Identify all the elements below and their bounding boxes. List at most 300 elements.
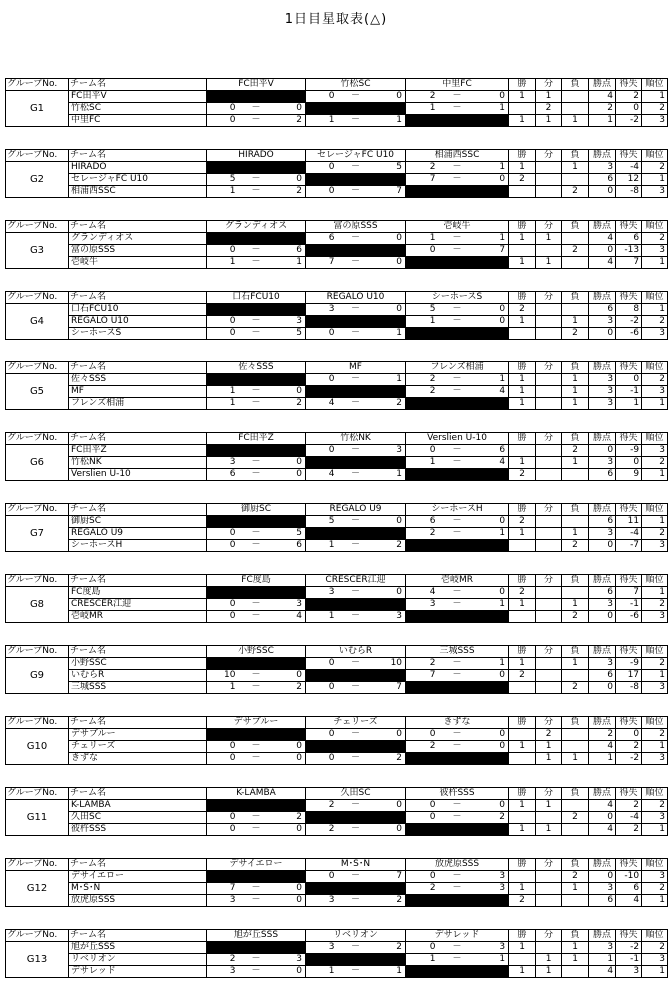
score-against: 0 [375,233,406,245]
stat-points: 0 [589,328,616,340]
score-for: 6 [406,516,438,528]
header-points: 勝点 [589,433,616,445]
score-against: 6 [477,445,509,457]
stat-draw [536,162,562,174]
group-id: G13 [6,942,69,978]
score-separator: － [337,729,375,741]
header-draw: 分 [536,717,562,729]
header-draw: 分 [536,221,562,233]
stat-rank: 3 [642,682,668,694]
score-for: 3 [207,457,238,469]
stat-rank: 1 [642,304,668,316]
score-for: 0 [207,824,238,836]
score-for: 0 [406,942,438,954]
score-separator: － [238,812,275,824]
score-separator: － [337,257,375,269]
stat-diff: -8 [616,186,642,198]
header-rank: 順位 [642,292,668,304]
header-opponent: MF [306,362,406,374]
team-name: FC田平V [69,91,207,103]
score-separator: － [438,729,477,741]
score-separator: － [438,457,477,469]
team-name: FC度島 [69,587,207,599]
header-team: チーム名 [69,433,207,445]
score-against: 2 [275,812,306,824]
header-opponent: FC度島 [207,575,306,587]
team-row [6,328,668,340]
header-rank: 順位 [642,221,668,233]
header-loss: 負 [562,646,589,658]
score-for: 6 [306,233,337,245]
stat-points: 6 [589,174,616,186]
team-name: M･S･N [69,883,207,895]
header-opponent: REGALO U10 [306,292,406,304]
stat-points: 3 [589,316,616,328]
score-for: 0 [207,812,238,824]
score-against: 6 [275,245,306,257]
stat-draw: 1 [536,954,562,966]
score-separator: － [337,516,375,528]
stat-points: 1 [589,115,616,127]
header-opponent: デサレッド [406,930,509,942]
team-row [6,304,668,316]
stat-loss [562,587,589,599]
stat-points: 4 [589,966,616,978]
stat-draw: 1 [536,91,562,103]
header-rank: 順位 [642,575,668,587]
stat-rank: 1 [642,966,668,978]
stat-diff: -2 [616,316,642,328]
score-separator: － [438,91,477,103]
score-separator: － [238,316,275,328]
header-opponent: 旭が丘SSS [207,930,306,942]
team-name: FC田平Z [69,445,207,457]
stat-rank: 1 [642,469,668,481]
score-against: 0 [375,824,406,836]
score-for: 3 [306,942,337,954]
score-for: 0 [207,528,238,540]
stat-diff: 2 [616,91,642,103]
team-name: デサイエロー [69,871,207,883]
stat-draw: 1 [536,257,562,269]
stat-points: 4 [589,824,616,836]
score-separator: － [238,753,275,765]
self-match-cell [406,824,509,836]
stat-loss: 2 [562,328,589,340]
team-row [6,611,668,623]
stat-loss: 1 [562,457,589,469]
stat-points: 3 [589,599,616,611]
score-for: 0 [207,599,238,611]
header-points: 勝点 [589,362,616,374]
stat-diff: -6 [616,328,642,340]
stat-win: 1 [509,398,536,410]
stat-draw [536,516,562,528]
stat-diff: 12 [616,174,642,186]
score-for: 0 [306,186,337,198]
stat-diff: -1 [616,599,642,611]
stat-diff: -10 [616,871,642,883]
score-separator: － [238,611,275,623]
stat-diff: -4 [616,528,642,540]
stat-win: 1 [509,528,536,540]
stat-diff: -4 [616,162,642,174]
team-name: 佐々SSS [69,374,207,386]
group-id: G3 [6,233,69,269]
stat-points: 3 [589,386,616,398]
score-for: 0 [406,812,438,824]
team-name: HIRADO [69,162,207,174]
score-for: 5 [306,516,337,528]
header-draw: 分 [536,788,562,800]
stat-draw [536,316,562,328]
stat-diff: 2 [616,824,642,836]
stat-points: 2 [589,729,616,741]
score-separator: － [337,374,375,386]
self-match-cell [207,587,306,599]
team-row [6,670,668,682]
stat-rank: 1 [642,174,668,186]
header-points: 勝点 [589,646,616,658]
score-for: 2 [406,386,438,398]
stat-draw [536,942,562,954]
stat-rank: 1 [642,257,668,269]
stat-draw [536,174,562,186]
stat-points: 3 [589,883,616,895]
stat-points: 6 [589,587,616,599]
score-for: 1 [406,457,438,469]
score-against: 1 [375,966,406,978]
score-for: 0 [406,445,438,457]
team-row [6,162,668,174]
header-points: 勝点 [589,788,616,800]
stat-win [509,871,536,883]
score-for: 0 [306,729,337,741]
score-for: 1 [406,233,438,245]
header-opponent: 富の原SSS [306,221,406,233]
score-against: 0 [275,895,306,907]
header-win: 勝 [509,504,536,516]
team-name: リベリオン [69,954,207,966]
team-row [6,895,668,907]
score-for: 2 [406,741,438,753]
header-rank: 順位 [642,717,668,729]
group-table [5,787,668,836]
stat-loss [562,824,589,836]
team-name: 相浦西SSC [69,186,207,198]
header-opponent: Verslien U-10 [406,433,509,445]
stat-points: 6 [589,469,616,481]
header-opponent: 久田SC [306,788,406,800]
score-separator: － [337,233,375,245]
stat-loss [562,741,589,753]
stat-rank: 1 [642,398,668,410]
stat-rank: 3 [642,186,668,198]
team-row [6,516,668,528]
score-against: 10 [375,658,406,670]
self-match-cell [207,374,306,386]
score-against: 2 [375,398,406,410]
stat-diff: 2 [616,800,642,812]
stat-loss: 1 [562,386,589,398]
group-id: G8 [6,587,69,623]
stat-win: 1 [509,658,536,670]
score-for: 1 [406,103,438,115]
self-match-cell [207,91,306,103]
score-separator: － [438,304,477,316]
stat-rank: 2 [642,316,668,328]
header-rank: 順位 [642,788,668,800]
stat-loss [562,729,589,741]
stat-diff: 6 [616,233,642,245]
header-draw: 分 [536,575,562,587]
stat-diff: -4 [616,812,642,824]
stat-draw: 1 [536,753,562,765]
stat-points: 0 [589,186,616,198]
score-separator: － [438,245,477,257]
stat-points: 6 [589,304,616,316]
team-name: フレンズ相浦 [69,398,207,410]
stat-rank: 3 [642,245,668,257]
stat-win: 1 [509,800,536,812]
score-for: 5 [406,304,438,316]
stat-win: 2 [509,174,536,186]
team-row [6,257,668,269]
header-opponent: 竹松SC [306,79,406,91]
score-against: 1 [477,233,509,245]
team-row [6,741,668,753]
header-draw: 分 [536,79,562,91]
stat-diff: -13 [616,245,642,257]
group-table [5,858,668,907]
score-separator: － [238,540,275,552]
group-table [5,361,668,410]
score-for: 1 [306,540,337,552]
team-row [6,374,668,386]
team-row [6,883,668,895]
header-group: グループNo. [6,646,69,658]
stat-loss [562,670,589,682]
score-for: 3 [306,587,337,599]
stat-win [509,611,536,623]
header-opponent: 小野SSC [207,646,306,658]
stat-diff: 0 [616,374,642,386]
self-match-cell [207,800,306,812]
team-row [6,528,668,540]
header-draw: 分 [536,930,562,942]
score-separator: － [238,174,275,186]
stat-points: 0 [589,245,616,257]
header-team: チーム名 [69,79,207,91]
header-win: 勝 [509,575,536,587]
score-against: 1 [375,328,406,340]
score-against: 3 [375,445,406,457]
self-match-cell [306,812,406,824]
score-separator: － [337,658,375,670]
stat-diff: 6 [616,883,642,895]
score-for: 0 [207,316,238,328]
score-against: 0 [375,304,406,316]
score-for: 0 [207,753,238,765]
stat-loss [562,516,589,528]
stat-loss: 1 [562,316,589,328]
score-against: 6 [275,540,306,552]
score-against: 0 [477,729,509,741]
stat-win: 1 [509,233,536,245]
score-against: 2 [477,812,509,824]
header-row [6,150,668,162]
header-win: 勝 [509,930,536,942]
header-win: 勝 [509,717,536,729]
stat-points: 3 [589,457,616,469]
header-loss: 負 [562,433,589,445]
header-draw: 分 [536,150,562,162]
self-match-cell [406,966,509,978]
stat-win: 2 [509,587,536,599]
score-for: 0 [207,245,238,257]
header-row [6,575,668,587]
stat-rank: 2 [642,457,668,469]
page-title: 1日目星取表(△) [284,12,388,27]
score-for: 2 [207,954,238,966]
score-for: 7 [406,174,438,186]
team-name: MF [69,386,207,398]
stat-rank: 3 [642,445,668,457]
team-name: 口石FCU10 [69,304,207,316]
stat-diff: -8 [616,682,642,694]
team-row [6,824,668,836]
score-against: 7 [477,245,509,257]
self-match-cell [306,386,406,398]
header-team: チーム名 [69,221,207,233]
stat-diff: -2 [616,942,642,954]
score-for: 0 [406,245,438,257]
score-separator: － [438,658,477,670]
stat-loss [562,800,589,812]
score-for: 0 [306,91,337,103]
header-opponent: CRESCER江迎 [306,575,406,587]
team-name: 旭が丘SSS [69,942,207,954]
score-separator: － [337,753,375,765]
group-table [5,220,668,269]
header-diff: 得失 [616,504,642,516]
header-team: チーム名 [69,504,207,516]
header-opponent: 竹松NK [306,433,406,445]
stat-points: 0 [589,611,616,623]
team-name: セレージャFC U10 [69,174,207,186]
stat-points: 3 [589,658,616,670]
stat-rank: 1 [642,741,668,753]
score-for: 10 [207,670,238,682]
stat-rank: 3 [642,540,668,552]
header-group: グループNo. [6,717,69,729]
header-team: チーム名 [69,292,207,304]
team-row [6,599,668,611]
score-separator: － [438,883,477,895]
score-separator: － [438,386,477,398]
header-group: グループNo. [6,79,69,91]
score-for: 3 [207,966,238,978]
score-separator: － [337,942,375,954]
header-opponent: グランディオス [207,221,306,233]
team-row [6,186,668,198]
score-against: 1 [477,599,509,611]
self-match-cell [207,233,306,245]
header-row [6,362,668,374]
team-name: 竹松NK [69,457,207,469]
score-for: 4 [406,587,438,599]
score-for: 1 [207,186,238,198]
stat-loss [562,257,589,269]
team-name: 竹松SC [69,103,207,115]
header-row [6,433,668,445]
stat-win [509,540,536,552]
stat-draw: 1 [536,741,562,753]
header-row [6,859,668,871]
group-table [5,645,668,694]
stat-draw: 2 [536,103,562,115]
stat-points: 4 [589,91,616,103]
header-team: チーム名 [69,788,207,800]
score-separator: － [337,871,375,883]
header-points: 勝点 [589,504,616,516]
self-match-cell [406,257,509,269]
score-separator: － [337,540,375,552]
score-against: 1 [375,374,406,386]
score-against: 1 [477,162,509,174]
team-name: デサブルー [69,729,207,741]
self-match-cell [306,670,406,682]
header-row [6,221,668,233]
score-against: 3 [275,316,306,328]
header-opponent: FC田平Z [207,433,306,445]
score-for: 1 [207,398,238,410]
stat-diff: 11 [616,516,642,528]
score-against: 0 [275,753,306,765]
header-points: 勝点 [589,221,616,233]
score-for: 1 [306,966,337,978]
stat-rank: 2 [642,528,668,540]
score-separator: － [238,457,275,469]
group-table [5,716,668,765]
stat-draw [536,658,562,670]
header-row [6,504,668,516]
score-for: 0 [207,741,238,753]
score-against: 5 [275,528,306,540]
score-separator: － [337,966,375,978]
stat-draw [536,457,562,469]
self-match-cell [306,245,406,257]
stat-rank: 1 [642,91,668,103]
stat-rank: 3 [642,328,668,340]
score-against: 2 [375,753,406,765]
group-id: G6 [6,445,69,481]
stat-loss: 2 [562,245,589,257]
score-separator: － [238,469,275,481]
score-separator: － [238,883,275,895]
header-draw: 分 [536,362,562,374]
score-for: 0 [306,682,337,694]
header-opponent: 佐々SSS [207,362,306,374]
score-separator: － [438,954,477,966]
header-opponent: リベリオン [306,930,406,942]
score-for: 2 [406,162,438,174]
stat-win: 1 [509,257,536,269]
stat-draw [536,374,562,386]
header-loss: 負 [562,150,589,162]
score-separator: － [238,954,275,966]
self-match-cell [306,528,406,540]
